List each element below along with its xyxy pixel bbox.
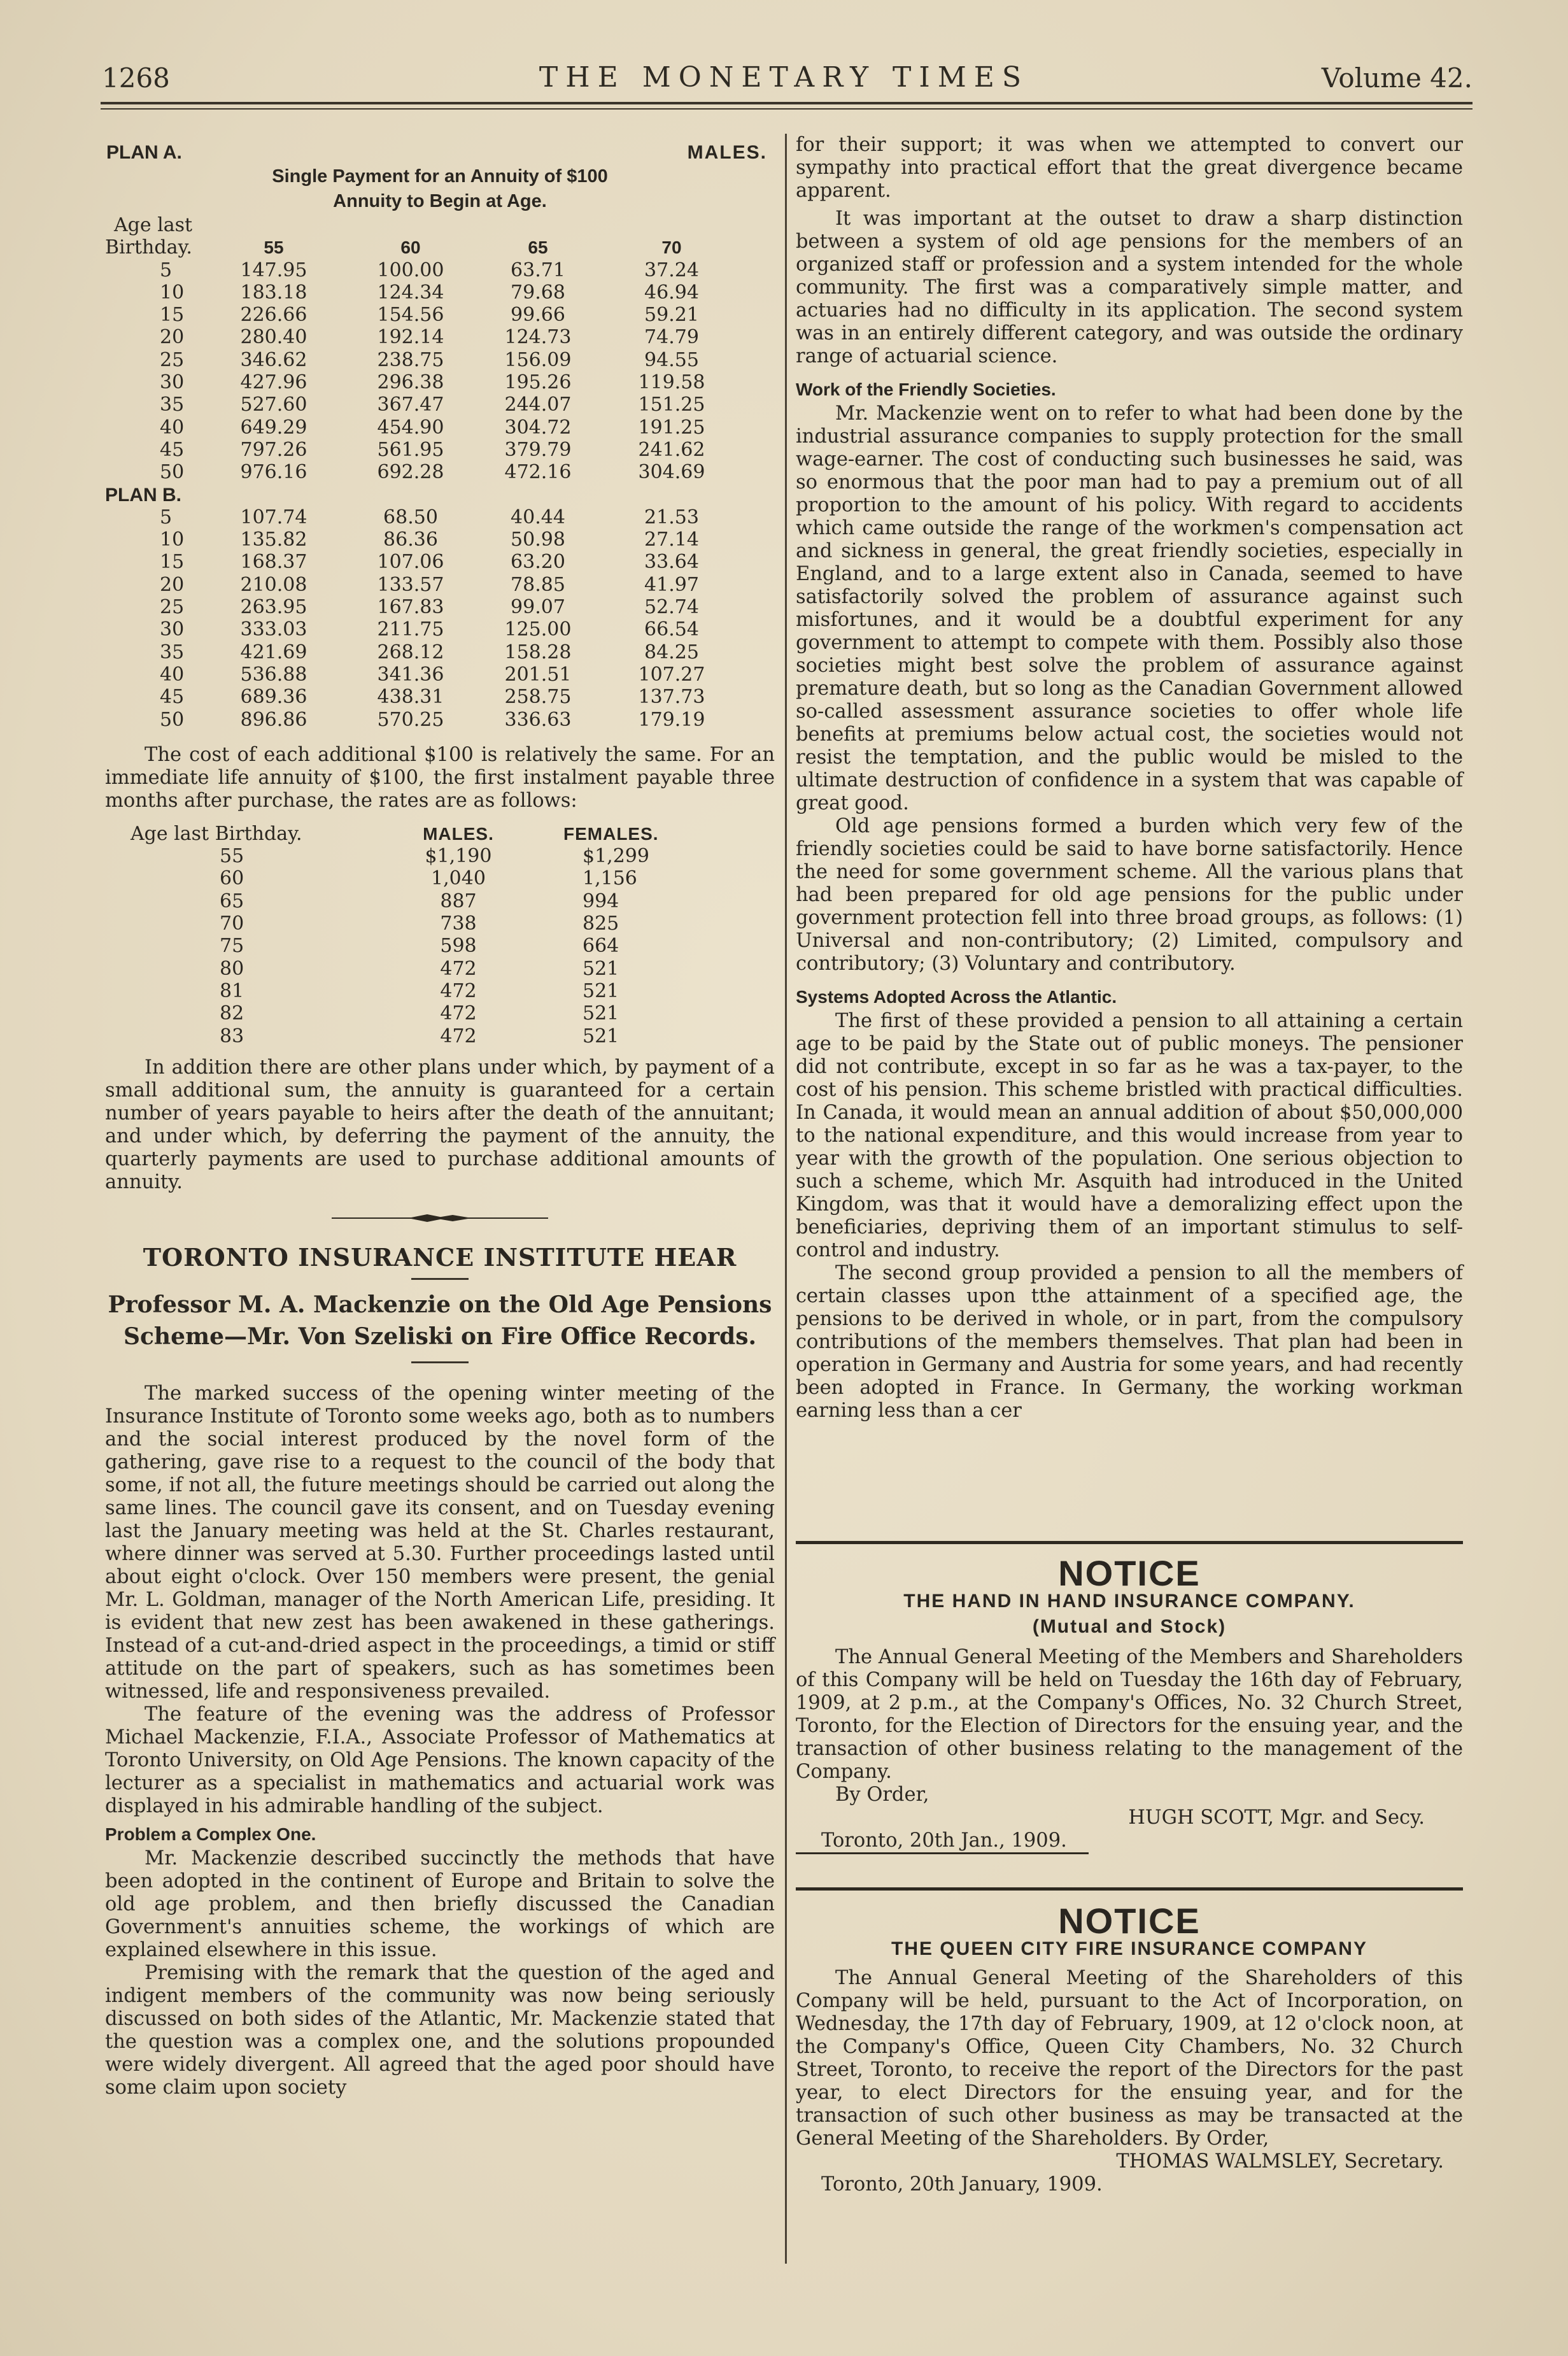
plan-b-age-cell: 15 <box>160 551 185 574</box>
plan-a-value-cell: 79.68 <box>511 281 565 304</box>
age-header-line1: Age last <box>114 214 193 236</box>
immediate-row <box>105 1025 742 1047</box>
plan-b-label: PLAN B. <box>105 484 181 506</box>
immediate-row <box>105 1002 742 1025</box>
plan-b-value-cell: 33.64 <box>644 551 699 574</box>
plan-b-row <box>105 596 742 618</box>
plan-b-age-cell: 30 <box>160 618 185 641</box>
plan-a-value-cell: 238.75 <box>377 348 444 371</box>
immediate-males-cell: 598 <box>440 935 477 958</box>
plan-b-row <box>105 709 742 731</box>
immediate-age-cell: 60 <box>220 867 244 890</box>
immediate-header-row <box>105 823 742 845</box>
age-header-line2: Birthday. <box>105 236 192 259</box>
immediate-row <box>105 958 742 980</box>
plan-a-age-cell: 10 <box>160 281 185 304</box>
immediate-males-cell: 472 <box>440 1025 477 1047</box>
plan-a-value-cell: 195.26 <box>504 371 572 394</box>
col-header-65: 65 <box>528 238 548 258</box>
publication-title: THE MONETARY TIMES <box>539 61 1029 94</box>
plan-a-value-cell: 124.73 <box>504 326 572 349</box>
plan-b-value-cell: 438.31 <box>377 686 444 709</box>
plan-a-value-cell: 151.25 <box>638 394 705 416</box>
plan-a-age-cell: 30 <box>160 371 185 394</box>
plan-a-value-cell: 367.47 <box>377 394 444 416</box>
immediate-males-cell: 887 <box>440 890 477 912</box>
article-para-7: Mr. Mackenzie went on to refer to what had been done by the industrial assurance companies to supply protection for the small wage-earner. The cost of conducting such businesses he said, was so enormous that the poor man had to pay a premium out of all proportion to the amount of his policy. With regard to accidents which came outside the range of the workmen's compensation act and sickness in general, the great friendly societies, especially in England, and to a large extent also in Canada, seemed to have satisfactorily solved the problem of assurance against such misfortunes, and it would be a doubtful experiment for any government to attempt to compete with them. Possibly also those societies might best solve the problem of assurance against premature death, but so long as the Canadian Government allowed so-called assessment assurance societies to offer whole life benefits at premiums below actual cost, the societies would not resist the temptation, and the public would be misled to the ultimate destruction of confidence in a system that was capable of great good. <box>796 402 1463 814</box>
annuity-table-body <box>105 214 742 731</box>
plan-b-value-cell: 68.50 <box>383 506 438 529</box>
plan-a-value-cell: 454.90 <box>377 416 444 439</box>
plan-b-value-cell: 107.27 <box>638 663 705 686</box>
immediate-females-cell: 994 <box>583 890 619 912</box>
col-header-70: 70 <box>661 238 682 258</box>
immediate-annuity-table-body <box>105 823 742 1047</box>
plan-b-value-cell: 21.53 <box>644 506 699 529</box>
plan-a-row <box>105 349 742 371</box>
plan-a-row <box>105 326 742 348</box>
immediate-age-cell: 83 <box>220 1025 244 1047</box>
plan-b-value-cell: 570.25 <box>377 708 444 731</box>
plan-b-value-cell: 896.86 <box>240 708 307 731</box>
immediate-age-cell: 65 <box>220 890 244 912</box>
immediate-age-cell: 81 <box>220 979 244 1002</box>
plan-a-value-cell: 304.72 <box>504 416 572 439</box>
notice1-body: The Annual General Meeting of the Members and Shareholders of this Company will be held on Tuesday the 16th day of February, 1909, at 2 p.m., at the Company's Offices, No. 32 Church Street, Toronto, for the Election of Directors for the ensuing year, and the transaction of other business relating to the management of the Company. <box>796 1646 1463 1783</box>
plan-a-value-cell: 124.34 <box>377 281 444 304</box>
plan-b-value-cell: 421.69 <box>240 641 307 664</box>
header-rule-thin <box>101 108 1473 110</box>
immediate-males-cell: 1,040 <box>431 867 486 890</box>
plan-a-value-cell: 192.14 <box>377 326 444 349</box>
notice2-dateline: Toronto, 20th January, 1909. <box>821 2173 1103 2196</box>
plan-b-value-cell: 66.54 <box>644 618 699 641</box>
plan-b-value-cell: 263.95 <box>240 596 307 619</box>
notice2-body: The Annual General Meeting of the Shareholders of this Company will be held, pursuant to the Act of Incorporation, on Wednesday, the 17th day of February, 1909, at 12 o'clock noon, at the Company's Office, Queen City Chambers, No. 32 Church Street, Toronto, to receive the report of the Directors for the past year, to elect Directors for the ensuing year, and for the transaction of such other business as may be transacted at the General Meeting of the Shareholders. By Order, <box>796 1967 1463 2150</box>
plan-a-value-cell: 46.94 <box>644 281 699 304</box>
column-divider <box>785 134 787 2264</box>
right-column <box>796 134 1463 1423</box>
plan-b-value-cell: 107.06 <box>377 551 444 574</box>
immediate-males-cell: 472 <box>440 1002 477 1025</box>
article-para-3: Mr. Mackenzie described succinctly the methods that have been adopted in the continent of Europe and Britain to solve the old age problem, and then briefly discussed the Canadian Government's annuities scheme, the workings of which are explained elsewhere in this issue. <box>105 1847 775 1961</box>
plan-a-age-cell: 5 <box>160 259 173 281</box>
volume-label: Volume 42. <box>1321 62 1473 94</box>
immediate-males-cell: 472 <box>440 979 477 1002</box>
plan-a-row <box>105 394 742 416</box>
age-header-row <box>105 214 742 236</box>
plan-b-value-cell: 84.25 <box>644 641 699 664</box>
plan-a-value-cell: 119.58 <box>638 371 705 394</box>
plan-b-age-cell: 25 <box>160 596 185 619</box>
article-para-1: The marked success of the opening winter meeting of the Insurance Institute of Toronto some weeks ago, both as to numbers and the social interest produced by the novel form of the gathering, gave rise to a request to the council of the body that some, if not all, the future meetings should be carried out along the same lines. The council gave its consent, and on Tuesday evening last the January meeting was held at the St. Charles restaurant, where dinner was served at 5.30. Further proceedings lasted until about eight o'clock. Over 150 members were present, the genial Mr. L. Goldman, manager of the North American Life, presiding. It is evident that new zest has been awakened in these gatherings. Instead of a cut-and-dried aspect in the proceedings, a timid or stiff attitude on the part of speakers, such as has sometimes been witnessed, life and responsiveness prevailed. <box>105 1382 775 1703</box>
notice2-signature: THOMAS WALMSLEY, Secretary. <box>1116 2150 1444 2173</box>
plan-b-row <box>105 618 742 641</box>
notice1-by-order: By Order, <box>835 1784 929 1806</box>
plan-b-age-cell: 20 <box>160 573 185 596</box>
plan-a-value-cell: 561.95 <box>377 438 444 461</box>
plan-b-value-cell: 107.74 <box>240 506 307 529</box>
section-heading-friendly-societies: Work of the Friendly Societies. <box>796 380 1056 399</box>
plan-a-age-cell: 25 <box>160 348 185 371</box>
article-headline: TORONTO INSURANCE INSTITUTE HEAR <box>143 1242 737 1272</box>
plan-a-value-cell: 241.62 <box>638 438 705 461</box>
plan-b-value-cell: 133.57 <box>377 573 444 596</box>
notice-hand-in-hand <box>796 1541 1463 1854</box>
article-para-4: Premising with the remark that the question of the aged and indigent members of the community was now being seriously discussed on both sides of the Atlantic, Mr. Mackenzie stated that the question was a complex one, and the solutions propounded were widely divergent. All agreed that the aged poor should have some claim upon society <box>105 1961 775 2099</box>
plan-a-value-cell: 154.56 <box>377 304 444 327</box>
plan-b-value-cell: 333.03 <box>240 618 307 641</box>
article-para-10: The second group provided a pension to all the members of certain classes upon tthe attainment of a specified age, the pensions to be derived in whole, or in part, from the compulsory contributions of the members themselves. That plan had been in operation in Germany and Austria for some years, and had recently been adopted in France. In Germany, the working workman earning less than a cer <box>796 1262 1463 1422</box>
immediate-males-cell: 472 <box>440 957 477 980</box>
notice2-top-rule <box>796 1887 1463 1891</box>
plan-a-value-cell: 379.79 <box>504 438 572 461</box>
plan-a-header-row <box>105 141 775 164</box>
plan-a-age-cell: 35 <box>160 394 185 416</box>
notice1-signature: HUGH SCOTT, Mgr. and Secy. <box>1128 1806 1425 1829</box>
plan-a-value-cell: 280.40 <box>240 326 307 349</box>
immediate-females-cell: 825 <box>583 912 619 935</box>
article-para-2: The feature of the evening was the address of Professor Michael Mackenzie, F.I.A., Associate Professor of Mathematics at Toronto University, on Old Age Pensions. The known capacity of the lecturer as a specialist in mathematics and actuarial work was displayed in his admirable handling of the subject. <box>105 1703 775 1817</box>
plan-b-row <box>105 574 742 596</box>
plan-b-value-cell: 40.44 <box>511 506 565 529</box>
plan-a-label: PLAN A. <box>106 142 182 163</box>
plan-b-value-cell: 211.75 <box>377 618 444 641</box>
immediate-males-header: MALES. <box>423 823 494 844</box>
plan-a-value-cell: 244.07 <box>504 394 572 416</box>
plan-a-value-cell: 99.66 <box>511 304 565 327</box>
plan-b-age-cell: 10 <box>160 529 185 551</box>
immediate-age-cell: 75 <box>220 935 244 958</box>
subheadline-rule <box>411 1361 469 1363</box>
immediate-age-header: Age last Birthday. <box>131 822 302 845</box>
section-heading-systems: Systems Adopted Across the Atlantic. <box>796 987 1117 1007</box>
plan-b-value-cell: 50.98 <box>511 529 565 551</box>
immediate-females-cell: 521 <box>583 1025 619 1047</box>
headline-rule <box>411 1278 469 1280</box>
immediate-females-cell: 1,156 <box>583 867 637 890</box>
plan-b-value-cell: 52.74 <box>644 596 699 619</box>
immediate-annuity-table <box>105 823 742 1047</box>
plan-a-value-cell: 37.24 <box>644 259 699 281</box>
plan-b-age-cell: 45 <box>160 686 185 709</box>
article-para-6: It was important at the outset to draw a sharp distinction between a system of old age pensions for the members of an organized staff or profession and a system intended for the whole community. The first was a comparatively simple matter, and actuaries had no difficulty in its application. The second system was in an entirely different category, and was outside the ordinary range of actuarial science. <box>796 208 1463 367</box>
plan-a-row <box>105 281 742 304</box>
plan-a-row <box>105 416 742 439</box>
plan-b-value-cell: 99.07 <box>511 596 565 619</box>
plan-a-age-cell: 20 <box>160 326 185 349</box>
ornament-divider-icon <box>332 1213 548 1223</box>
plan-b-row <box>105 551 742 573</box>
plan-b-value-cell: 135.82 <box>240 529 307 551</box>
plan-a-value-cell: 183.18 <box>240 281 307 304</box>
plan-a-value-cell: 63.71 <box>511 259 565 281</box>
immediate-row <box>105 912 742 935</box>
col-header-55: 55 <box>264 238 284 258</box>
notice2-company: THE QUEEN CITY FIRE INSURANCE COMPANY <box>891 1938 1367 1959</box>
plan-b-age-cell: 5 <box>160 506 173 529</box>
males-label: MALES. <box>687 142 767 163</box>
plan-b-value-cell: 210.08 <box>240 573 307 596</box>
plan-b-row <box>105 529 742 551</box>
plan-a-value-cell: 427.96 <box>240 371 307 394</box>
immediate-females-cell: 521 <box>583 979 619 1002</box>
plan-a-value-cell: 472.16 <box>504 461 572 484</box>
article-para-8: Old age pensions formed a burden which very few of the friendly societies could be said to have borne satisfactorily. Hence the need for some government scheme. All the various plans that had been prepared for old age pensions for the public under government protection fell into three broad groups, as follows: (1) Universal and non-contributory; (2) Limited, compulsory and contributory; (3) Voluntary and contributory. <box>796 815 1463 975</box>
plan-b-value-cell: 63.20 <box>511 551 565 574</box>
column-header-row <box>105 236 742 259</box>
notice1-title: NOTICE <box>1058 1553 1201 1593</box>
table-title: Single Payment for an Annuity of $100 <box>272 166 608 187</box>
plan-b-row <box>105 506 742 529</box>
plan-a-value-cell: 649.29 <box>240 416 307 439</box>
other-plans-paragraph: In addition there are other plans under which, by payment of a small additional sum, the annuity is guaranteed for a certain number of years payable to heirs after the death of the annuitant; and under which, by deferring the payment of the annuity, the quarterly payments are used to purchase additional amounts of annuity. <box>105 1056 775 1193</box>
plan-a-value-cell: 100.00 <box>377 259 444 281</box>
plan-b-value-cell: 168.37 <box>240 551 307 574</box>
col-header-60: 60 <box>400 238 421 258</box>
left-column <box>105 141 775 2099</box>
notice-queen-city <box>796 1887 1463 2196</box>
plan-a-value-cell: 346.62 <box>240 348 307 371</box>
plan-b-row <box>105 686 742 708</box>
immediate-males-cell: $1,190 <box>425 845 492 868</box>
notice1-date-rule <box>796 1852 1089 1854</box>
immediate-row <box>105 980 742 1002</box>
plan-a-row <box>105 461 742 483</box>
immediate-females-header: FEMALES. <box>563 823 659 844</box>
plan-b-value-cell: 201.51 <box>504 663 572 686</box>
plan-b-value-cell: 137.73 <box>638 686 705 709</box>
plan-b-value-cell: 158.28 <box>504 641 572 664</box>
plan-b-value-cell: 27.14 <box>644 529 699 551</box>
plan-a-age-cell: 40 <box>160 416 185 439</box>
plan-a-value-cell: 191.25 <box>638 416 705 439</box>
plan-a-value-cell: 147.95 <box>240 259 307 281</box>
immediate-row <box>105 935 742 957</box>
immediate-row <box>105 845 742 867</box>
plan-b-value-cell: 689.36 <box>240 686 307 709</box>
immediate-age-cell: 70 <box>220 912 244 935</box>
plan-b-row <box>105 641 742 664</box>
plan-a-value-cell: 527.60 <box>240 394 307 416</box>
plan-b-age-cell: 50 <box>160 708 185 731</box>
cost-paragraph: The cost of each additional $100 is relatively the same. For an immediate life annuity of $100, the first instalment payable three months after purchase, the rates are as follows: <box>105 743 775 812</box>
plan-b-value-cell: 336.63 <box>504 708 572 731</box>
plan-b-value-cell: 86.36 <box>383 529 438 551</box>
article-para-9: The first of these provided a pension to all attaining a certain age to be paid by the State out of public moneys. The pensioner did not contribute, except in so far as he was a tax-payer, to the cost of his pension. This scheme bristled with practical difficulties. In Canada, it would mean an annual addition of about $50,000,000 to the national expenditure, and this would increase from year to year with the growth of the population. One serious objection to such a scheme, which Mr. Asquith had introduced in the United Kingdom, was that it would have a demoralizing effect upon the beneficiaries, depriving them of an important stimulus to self-control and industry. <box>796 1010 1463 1261</box>
page-number: 1268 <box>102 62 170 94</box>
plan-a-value-cell: 74.79 <box>644 326 699 349</box>
article-para-5: for their support; it was when we attempted to convert our sympathy into practical effort that the great divergence became apparent. <box>796 134 1463 202</box>
article-subheadline: Professor M. A. Mackenzie on the Old Age Pensions Scheme—Mr. Von Szeliski on Fire Office Records. <box>108 1291 772 1350</box>
plan-b-value-cell: 341.36 <box>377 663 444 686</box>
plan-a-value-cell: 59.21 <box>644 304 699 327</box>
notice1-subtitle: (Mutual and Stock) <box>1032 1616 1227 1637</box>
immediate-females-cell: 521 <box>583 1002 619 1025</box>
plan-a-value-cell: 797.26 <box>240 438 307 461</box>
annuity-table <box>105 214 742 731</box>
plan-b-value-cell: 41.97 <box>644 573 699 596</box>
header-rule <box>101 102 1473 104</box>
notice1-top-rule <box>796 1541 1463 1544</box>
plan-a-value-cell: 94.55 <box>644 348 699 371</box>
immediate-row <box>105 890 742 912</box>
plan-a-age-cell: 15 <box>160 304 185 327</box>
immediate-males-cell: 738 <box>440 912 477 935</box>
notice1-company: THE HAND IN HAND INSURANCE COMPANY. <box>903 1591 1355 1612</box>
immediate-females-cell: $1,299 <box>583 845 649 868</box>
plan-a-value-cell: 692.28 <box>377 461 444 484</box>
plan-a-value-cell: 976.16 <box>240 461 307 484</box>
plan-b-age-cell: 40 <box>160 663 185 686</box>
plan-a-age-cell: 50 <box>160 461 185 484</box>
plan-a-value-cell: 304.69 <box>638 461 705 484</box>
plan-b-value-cell: 258.75 <box>504 686 572 709</box>
plan-b-value-cell: 125.00 <box>504 618 572 641</box>
plan-a-row <box>105 304 742 326</box>
table-subtitle: Annuity to Begin at Age. <box>333 191 547 211</box>
immediate-age-cell: 80 <box>220 957 244 980</box>
immediate-row <box>105 867 742 890</box>
plan-b-value-cell: 179.19 <box>638 708 705 731</box>
plan-b-row <box>105 664 742 686</box>
plan-a-row <box>105 371 742 394</box>
immediate-females-cell: 521 <box>583 957 619 980</box>
plan-a-value-cell: 296.38 <box>377 371 444 394</box>
immediate-age-cell: 55 <box>220 845 244 868</box>
plan-b-age-cell: 35 <box>160 641 185 664</box>
plan-b-value-cell: 78.85 <box>511 573 565 596</box>
plan-b-value-cell: 536.88 <box>240 663 307 686</box>
plan-a-value-cell: 226.66 <box>240 304 307 327</box>
notice2-title: NOTICE <box>1058 1901 1201 1941</box>
plan-b-value-cell: 167.83 <box>377 596 444 619</box>
immediate-females-cell: 664 <box>583 935 619 958</box>
plan-a-row <box>105 259 742 281</box>
plan-a-row <box>105 439 742 461</box>
plan-b-label-row <box>105 484 742 506</box>
notice1-dateline: Toronto, 20th Jan., 1909. <box>821 1829 1067 1852</box>
section-heading-problem: Problem a Complex One. <box>105 1824 316 1844</box>
plan-b-value-cell: 268.12 <box>377 641 444 664</box>
immediate-age-cell: 82 <box>220 1002 244 1025</box>
plan-a-value-cell: 156.09 <box>504 348 572 371</box>
plan-a-age-cell: 45 <box>160 438 185 461</box>
